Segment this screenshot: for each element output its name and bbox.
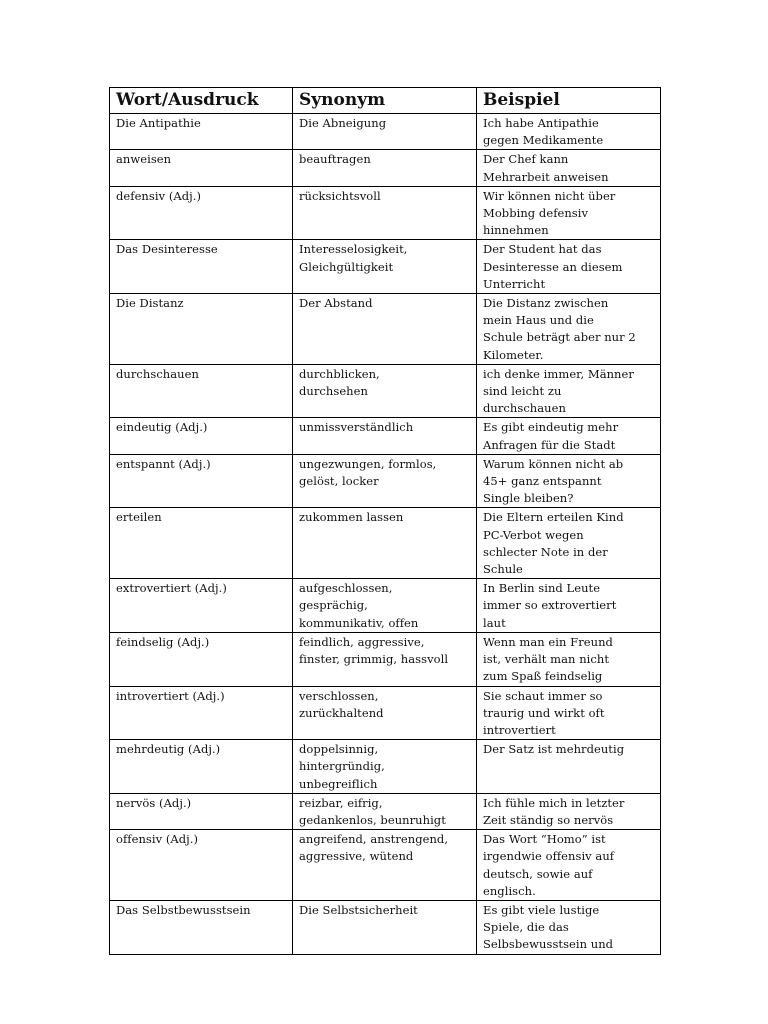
table-body xyxy=(110,114,661,955)
cell-example xyxy=(477,418,661,454)
cell-word-line: anweisen xyxy=(116,152,172,167)
cell-word-line: offensiv (Adj.) xyxy=(116,832,198,847)
cell-synonym xyxy=(293,686,477,740)
cell-word xyxy=(110,740,293,794)
cell-synonym-line: Die Selbstsicherheit xyxy=(299,902,418,917)
table-row xyxy=(110,114,661,150)
cell-word xyxy=(110,186,293,240)
cell-word-line: mehrdeutig (Adj.) xyxy=(116,742,221,757)
cell-example-line: Mehrarbeit anweisen xyxy=(483,169,609,184)
cell-example-line: schlecter Note in der xyxy=(483,544,608,559)
cell-synonym xyxy=(293,150,477,186)
cell-word-line: durchschauen xyxy=(116,366,199,381)
cell-synonym xyxy=(293,900,477,954)
cell-example xyxy=(477,793,661,829)
cell-synonym-line: durchsehen xyxy=(299,384,368,399)
cell-example xyxy=(477,294,661,365)
cell-example-line: Zeit ständig so nervös xyxy=(483,812,614,827)
cell-example-line: laut xyxy=(483,615,506,630)
cell-word xyxy=(110,900,293,954)
cell-example-line: Anfragen für die Stadt xyxy=(483,437,616,452)
cell-example-line: sind leicht zu xyxy=(483,384,562,399)
cell-example-line: In Berlin sind Leute xyxy=(483,581,601,596)
cell-example-line: Die Distanz zwischen xyxy=(483,296,609,311)
cell-example-line: Unterricht xyxy=(483,276,546,291)
cell-synonym-line: Die Abneigung xyxy=(299,116,387,130)
cell-example-line: Der Chef kann xyxy=(483,152,569,167)
header-synonym: Synonym xyxy=(293,88,477,114)
cell-synonym xyxy=(293,740,477,794)
cell-synonym xyxy=(293,793,477,829)
table-row xyxy=(110,740,661,794)
table-row xyxy=(110,508,661,579)
table-row xyxy=(110,364,661,418)
cell-word-line: defensiv (Adj.) xyxy=(116,188,201,203)
cell-example-line: PC-Verbot wegen xyxy=(483,527,584,542)
cell-example-line: introvertiert xyxy=(483,722,556,737)
cell-synonym-line: ungezwungen, formlos, xyxy=(299,456,437,471)
cell-example-line: Ich fühle mich in letzter xyxy=(483,795,625,810)
cell-synonym-line: gedankenlos, beunruhigt xyxy=(299,812,446,827)
table-row xyxy=(110,579,661,633)
cell-word xyxy=(110,150,293,186)
table-header-row xyxy=(110,88,661,114)
cell-word-line: Die Antipathie xyxy=(116,116,201,130)
cell-synonym xyxy=(293,294,477,365)
cell-synonym-line: aggressive, wütend xyxy=(299,849,414,864)
cell-synonym-line: gesprächig, xyxy=(299,598,368,613)
cell-word xyxy=(110,686,293,740)
cell-example xyxy=(477,508,661,579)
cell-example xyxy=(477,150,661,186)
cell-example-line: Die Eltern erteilen Kind xyxy=(483,510,624,525)
cell-example xyxy=(477,579,661,633)
cell-example xyxy=(477,186,661,240)
vocabulary-table xyxy=(109,87,661,955)
cell-example-line: Selbsbewusstsein und xyxy=(483,937,614,952)
cell-example-line: Wir können nicht über xyxy=(483,188,616,203)
cell-word xyxy=(110,579,293,633)
cell-word xyxy=(110,830,293,901)
cell-example-line: zum Spaß feindselig xyxy=(483,669,603,684)
cell-example xyxy=(477,454,661,508)
table-row xyxy=(110,830,661,901)
cell-word-line: extrovertiert (Adj.) xyxy=(116,581,227,596)
cell-synonym-line: gelöst, locker xyxy=(299,474,379,489)
cell-example-line: immer so extrovertiert xyxy=(483,598,617,613)
table-row xyxy=(110,454,661,508)
cell-synonym-line: feindlich, aggressive, xyxy=(299,634,425,649)
cell-example-line: traurig und wirkt oft xyxy=(483,705,605,720)
cell-example-line: Das Wort “Homo” ist xyxy=(483,832,606,847)
cell-synonym-line: zukommen lassen xyxy=(299,510,404,525)
cell-synonym-line: hintergründig, xyxy=(299,759,385,774)
cell-example-line: Es gibt eindeutig mehr xyxy=(483,420,619,435)
table-row xyxy=(110,900,661,954)
cell-example-line: englisch. xyxy=(483,883,536,898)
cell-word xyxy=(110,240,293,294)
cell-example-line: Es gibt viele lustige xyxy=(483,902,600,917)
cell-word-line: eindeutig (Adj.) xyxy=(116,420,208,435)
cell-word-line: Das Selbstbewusstsein xyxy=(116,902,251,917)
cell-example-line: Schule beträgt aber nur 2 xyxy=(483,330,636,345)
cell-word xyxy=(110,418,293,454)
cell-synonym xyxy=(293,114,477,150)
cell-example xyxy=(477,740,661,794)
cell-synonym-line: beauftragen xyxy=(299,152,371,167)
cell-example-line: ich denke immer, Männer xyxy=(483,366,634,381)
cell-word-line: feindselig (Adj.) xyxy=(116,634,210,649)
table-row xyxy=(110,632,661,686)
cell-word xyxy=(110,632,293,686)
cell-example-line: 45+ ganz entspannt xyxy=(483,474,602,489)
cell-example-line: Sie schaut immer so xyxy=(483,688,603,703)
table-row xyxy=(110,294,661,365)
cell-word-line: Das Desinteresse xyxy=(116,242,218,257)
cell-synonym-line: Gleichgültigkeit xyxy=(299,259,394,274)
cell-word-line: erteilen xyxy=(116,510,162,525)
cell-synonym xyxy=(293,364,477,418)
cell-synonym xyxy=(293,240,477,294)
cell-synonym-line: doppelsinnig, xyxy=(299,742,379,757)
cell-example xyxy=(477,632,661,686)
header-word: Wort/Ausdruck xyxy=(110,88,293,114)
cell-synonym-line: zurückhaltend xyxy=(299,705,384,720)
table-row xyxy=(110,793,661,829)
table-row xyxy=(110,240,661,294)
cell-example-line: Ich habe Antipathie xyxy=(483,116,599,130)
cell-example-line: durchschauen xyxy=(483,401,566,416)
cell-word xyxy=(110,793,293,829)
cell-example-line: mein Haus und die xyxy=(483,313,594,328)
cell-word xyxy=(110,364,293,418)
cell-example xyxy=(477,830,661,901)
cell-synonym-line: unbegreiflich xyxy=(299,776,378,791)
cell-synonym xyxy=(293,579,477,633)
cell-example-line: irgendwie offensiv auf xyxy=(483,849,615,864)
cell-example-line: Kilometer. xyxy=(483,347,544,362)
table-row xyxy=(110,186,661,240)
cell-example-line: Warum können nicht ab xyxy=(483,456,624,471)
cell-synonym-line: rücksichtsvoll xyxy=(299,188,381,203)
cell-example-line: gegen Medikamente xyxy=(483,133,604,148)
cell-word-line: entspannt (Adj.) xyxy=(116,456,211,471)
cell-synonym xyxy=(293,830,477,901)
header-example: Beispiel xyxy=(477,88,661,114)
table-row xyxy=(110,418,661,454)
cell-word-line: nervös (Adj.) xyxy=(116,795,192,810)
cell-synonym xyxy=(293,454,477,508)
cell-synonym xyxy=(293,508,477,579)
cell-synonym-line: reizbar, eifrig, xyxy=(299,795,383,810)
cell-example-line: Mobbing defensiv xyxy=(483,206,589,221)
cell-synonym xyxy=(293,418,477,454)
cell-synonym xyxy=(293,632,477,686)
cell-example-line: Desinteresse an diesem xyxy=(483,259,623,274)
cell-example xyxy=(477,114,661,150)
cell-example xyxy=(477,686,661,740)
cell-word xyxy=(110,294,293,365)
cell-example-line: Single bleiben? xyxy=(483,491,574,506)
table-row xyxy=(110,686,661,740)
cell-example xyxy=(477,900,661,954)
table-row xyxy=(110,150,661,186)
cell-example-line: Der Satz ist mehrdeutig xyxy=(483,742,625,757)
cell-synonym-line: finster, grimmig, hassvoll xyxy=(299,652,449,667)
cell-example-line: Schule xyxy=(483,562,523,577)
cell-example xyxy=(477,364,661,418)
cell-synonym-line: durchblicken, xyxy=(299,366,380,381)
cell-synonym-line: aufgeschlossen, xyxy=(299,581,393,596)
cell-word xyxy=(110,114,293,150)
cell-word xyxy=(110,454,293,508)
document-page xyxy=(109,87,660,955)
cell-word xyxy=(110,508,293,579)
cell-synonym-line: unmissverständlich xyxy=(299,420,414,435)
cell-example xyxy=(477,240,661,294)
cell-synonym xyxy=(293,186,477,240)
cell-example-line: Der Student hat das xyxy=(483,242,602,257)
cell-word-line: Die Distanz xyxy=(116,296,184,311)
cell-synonym-line: Interesselosigkeit, xyxy=(299,242,408,257)
cell-synonym-line: verschlossen, xyxy=(299,688,379,703)
cell-word-line: introvertiert (Adj.) xyxy=(116,688,225,703)
cell-example-line: Wenn man ein Freund xyxy=(483,634,613,649)
cell-example-line: Spiele, die das xyxy=(483,920,569,935)
cell-synonym-line: angreifend, anstrengend, xyxy=(299,832,449,847)
cell-example-line: ist, verhält man nicht xyxy=(483,652,610,667)
cell-example-line: deutsch, sowie auf xyxy=(483,866,593,881)
cell-synonym-line: Der Abstand xyxy=(299,296,373,311)
cell-synonym-line: kommunikativ, offen xyxy=(299,615,419,630)
cell-example-line: hinnehmen xyxy=(483,223,549,238)
